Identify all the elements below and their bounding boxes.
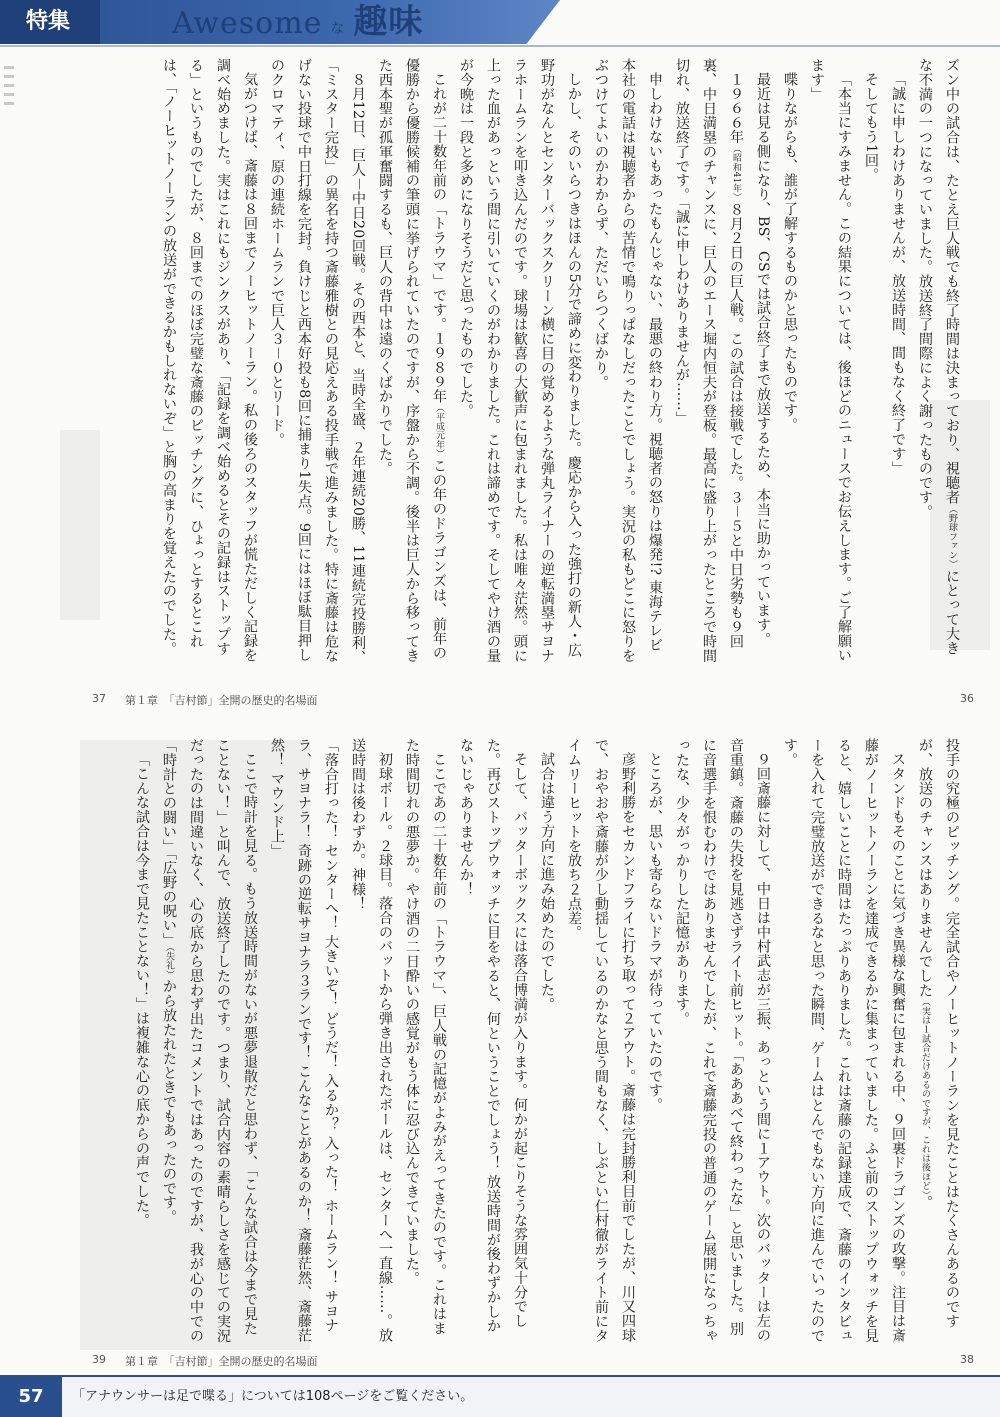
para: 「誠に申しわけありませんが、放送時間、間もなく終了です」 xyxy=(890,72,906,476)
para: ９回斎藤に対して、中日は中村武志が三振、あっという間に１アウト。次のバッターは左の音重鎮。斎藤の失投を見逃さずライト前ヒット。「あああべて終わったな」と思いました。別に音選手を恨むわけではありませんでしたが、これで斎藤完投の普通のゲーム展開になっちゃったな、少々がっかりした記憶があります。 xyxy=(674,738,771,1343)
para: 最近は見る側になり、BS、CSでは試合終了まで放送するため、本当に助かっています。 xyxy=(755,72,771,647)
title-en: Awesome xyxy=(172,6,323,41)
note: （実は１試合だけあるのですが、これは後ほど） xyxy=(920,997,930,1196)
page-number: 36 xyxy=(960,692,974,705)
reference-note: 「アナウンサーは足で喋る」については108ページをご覧ください。 xyxy=(72,1389,474,1404)
feature-header xyxy=(0,0,1000,48)
note: （野球ファン） xyxy=(947,504,957,569)
article-column-page-36-37 xyxy=(85,58,965,666)
running-footer: 第１章 「吉村節」全開の歴史的名場面 xyxy=(125,1355,318,1368)
para: 「本当にすみません。この結果については、後ほどのニュースでお伝えします。ご了解願います」 xyxy=(809,58,852,663)
para: ところが、思いも寄らないドラマが待っていたのです。 xyxy=(647,752,663,1113)
para: ８月12日、巨人－中日20回戦。その西本と、当時全盛、２年連続20勝、11連続完投勝利、「ミスター完投」の異名を持つ斎藤雅樹との見応えある投手戦で進みました。特に斎藤は危なげない投球で中日打線を完封。負けじと西本好投も8回に捕まり1失点。9回にはほぼ駄目押しのクロマティ、原の連続ホームランで巨人３－０とリード。 xyxy=(269,58,366,665)
para: 気がつけば、斎藤は８回までノーヒットノーラン。私の後ろのスタッフが慌ただしく記録を調べ始めました。実はこれにもジンクスがあり、「記録を調べ始めるとその記録はストップする」というものでしたが、８回までのほぼ完璧な斎藤のピッチングに、ひょっとするとこれは、「ノーヒットノーランの放送ができるかもしれないぞ」と胸の高まりを覚えたのでした。 xyxy=(161,58,258,663)
para: この年のドラゴンズは、前年の優勝から優勝候補の筆頭に挙げられていたのですが、序盤から不調。後半は巨人から移ってきた西本聖が孤軍奮闘するも、巨人の背中は遠のくばかりでした。 xyxy=(377,58,447,663)
para: １９６６年 xyxy=(728,72,744,145)
para: ここで時計を見る。もう放送時間がないが悪夢退散だと思わず、「こんな試合は今まで見たことない！」と叫んで、放送終了したのです。つまり、試合内容の素晴らしさを感じての実況だったのは間違いなく、心の底から思わず出たコメントではあったのですが、我が心の中での「時計との闘い」「広野の呪い」 xyxy=(161,738,258,1343)
article-column-page-38-39 xyxy=(85,738,965,1343)
edge-marks xyxy=(4,60,18,180)
title-na: な xyxy=(330,21,346,37)
para: しかし、そのいらつきはほんの5分で諦めに変わりました。慶応から入った強打の新人・広野功がなんとセンターバックスクリーン横に目の覚めるような弾丸ライナーの逆転満塁サヨナラホームランを叩き込んだのです。球場は歓喜の大歓声に包まれました。私は唯々茫然。頭に上った血があっという間に引いていくのがわかりました。これは諦めです。そしてやけ酒の量が今晩は一段と多めになりそうだと思ったものでした。 xyxy=(458,58,582,663)
note: （平成元年） xyxy=(434,403,444,459)
para: 喋りながらも、誰が了解するものかと思ったものです。 xyxy=(782,72,798,433)
title-kanji: 趣味 xyxy=(353,2,424,42)
para: スタンドもそのことに気づき異様な興奮に包まれる中、９回裏ドラゴンズの攻撃。注目は斎藤がノーヒットノーランを達成できるかに集まっていました。ふと前のストップウォッチを見ると、嬉しいことに時間はたっぷりありました。これは斎藤の記録達成で、斎藤のインタビューを入れて完璧放送ができるなと思った瞬間、ゲームはとんでもない方向に進んでいったのです。 xyxy=(782,738,906,1343)
bottom-bar xyxy=(0,1375,1000,1417)
running-footer: 第１章 「吉村節」全開の歴史的名場面 xyxy=(125,694,318,707)
para: ８月２日の巨人戦。この試合は接戦でした。３－５と中日劣勢も９回裏、中日満塁のチャンスに、巨人のエース堀内恒夫が登板。最高に盛り上がったところで時間切れ、放送終了です。「誠に申しわけありませんが……」 xyxy=(674,58,744,663)
note: （昭和41年） xyxy=(731,144,741,203)
note: （失礼） xyxy=(164,946,174,980)
page-number: 38 xyxy=(960,1353,974,1366)
para: にとって大きな不満の一つになっていました。放送終了間際によく謝ったものです。 xyxy=(917,58,960,656)
header-rule xyxy=(0,45,1000,47)
magazine-page-number: 57 xyxy=(0,1377,62,1417)
feature-tab: 特集 xyxy=(0,0,100,44)
page-number: 37 xyxy=(92,692,106,705)
para: 「落合打った！ センターへ！ 大きいぞ！ どうだ！ 入るか？ 入った！ ホームラン！ サヨナラ、サヨナラ！ 奇跡の逆転サヨナラ３ランです！ こんなことがあるのか！ 斎藤茫然、斎藤茫然！ マウンド上」 xyxy=(269,738,339,1343)
feature-title xyxy=(172,2,423,42)
para: 申しわけないもあったもんじゃない、最悪の終わり方。視聴者の怒りは爆発!? 東海テレビ本社の電話は視聴者からの苦情で鳴りっぱなしだったことでしょう。実況の私もどこに怒りをぶつけてよいのかわからず、ただいらつくばかり。 xyxy=(593,58,663,663)
para: 試合は違う方向に進み始めたのでした。 xyxy=(539,752,555,1012)
para: ここであの二十数年前の「トラウマ」、巨人戦の記憶がよみがえってきたのです。これはまた時間切れの悪夢か。やけ酒の二日酔いの感覚がもう体に忍び込んできていました。 xyxy=(404,738,447,1336)
para: 初球ボール。２球目。落合のバットから弾き出されたボールは、センターへ一直線……。放送時間は後わずか。神様！ xyxy=(350,738,393,1343)
para: そしてもう1回。 xyxy=(863,72,879,183)
para: ズン中の試合は、たとえ巨人戦でも終了時間は決まっており、視聴者 xyxy=(944,58,960,505)
para: これが二十数年前の「トラウマ」です。１９８９年 xyxy=(431,72,447,404)
para: そして、バッターボックスには落合博満が入ります。何かが起こりそうな雰囲気十分でした。再びストップウォッチに目をやると、何ということでしょう！ 放送時間が後わずかしかないじゃありませんか！ xyxy=(458,738,528,1334)
para: 投手の究極のピッチング。完全試合やノーヒットノーランを見たことはたくさんあるのですが、放送のチャンスはありませんでした xyxy=(917,738,960,1329)
para: 。 xyxy=(917,1195,933,1210)
para: 「こんな試合は今まで見たことない！」は複雑な心の底からの声でした。 xyxy=(134,752,150,1228)
page-number: 39 xyxy=(92,1353,106,1366)
para: から放たれたときでもあったのです。 xyxy=(161,979,177,1225)
para: 彦野利勝をセカンドフライに打ち取って２アウト。斎藤は完封勝利目前でしたが、川又四球で、おやおや斎藤が少し動揺しているのかなと思う間もなく、しぶとい仁村徹がライト前にタイムリーヒットを放ち２点差。 xyxy=(566,738,636,1343)
